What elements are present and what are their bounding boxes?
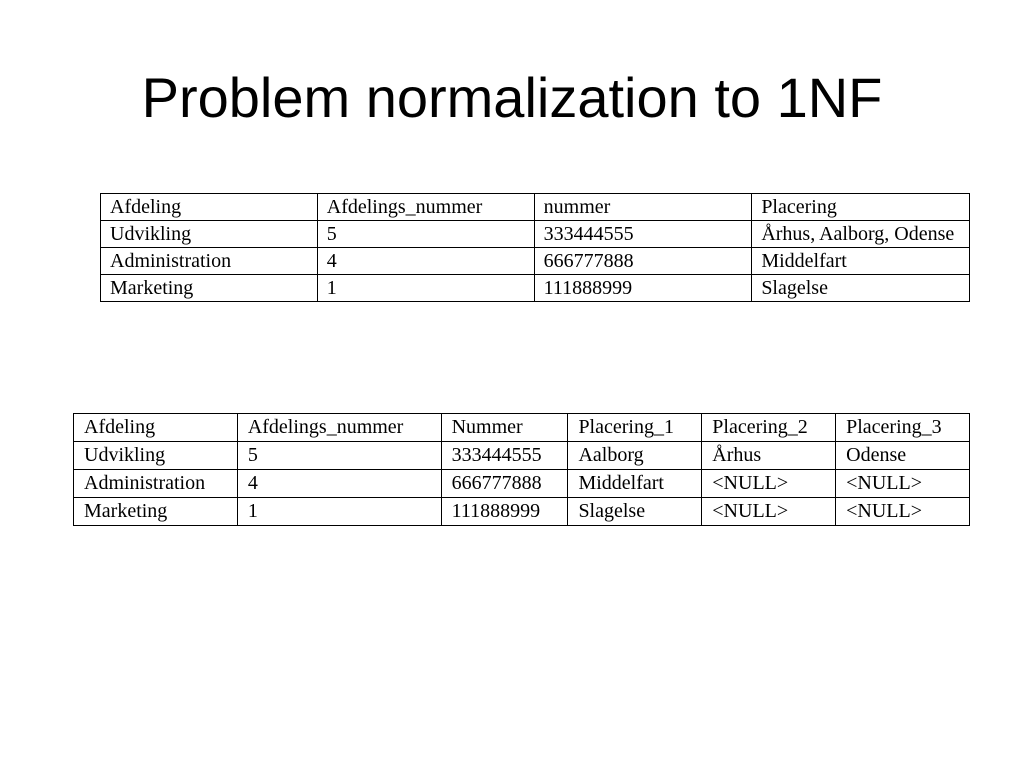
header-cell: Placering	[752, 194, 970, 221]
table-cell: 333444555	[534, 221, 752, 248]
table-cell: <NULL>	[836, 498, 970, 526]
table-cell: Marketing	[101, 275, 318, 302]
header-cell: Afdelings_nummer	[317, 194, 534, 221]
table-cell: Middelfart	[568, 470, 702, 498]
table-cell: 4	[237, 470, 441, 498]
table-cell: 111888999	[534, 275, 752, 302]
header-cell: Afdeling	[74, 414, 238, 442]
table-cell: 1	[317, 275, 534, 302]
table-cell: 5	[237, 442, 441, 470]
table-cell: Administration	[101, 248, 318, 275]
table-cell: <NULL>	[702, 498, 836, 526]
header-cell: Placering_2	[702, 414, 836, 442]
slide-title: Problem normalization to 1NF	[141, 66, 883, 129]
table-cell: 4	[317, 248, 534, 275]
table-row	[74, 498, 970, 526]
table-cell: Slagelse	[568, 498, 702, 526]
table-cell: 111888999	[441, 498, 568, 526]
table-row	[74, 470, 970, 498]
table-cell: <NULL>	[702, 470, 836, 498]
table-cell: 666777888	[534, 248, 752, 275]
table-cell: Marketing	[74, 498, 238, 526]
table-row	[74, 442, 970, 470]
table-row	[101, 221, 970, 248]
table-original	[100, 193, 970, 302]
table-cell: Århus	[702, 442, 836, 470]
table-cell: Administration	[74, 470, 238, 498]
table-cell: Middelfart	[752, 248, 970, 275]
table-header-row	[101, 194, 970, 221]
header-cell: Afdeling	[101, 194, 318, 221]
table-header-row	[74, 414, 970, 442]
table-cell: Aalborg	[568, 442, 702, 470]
header-cell: Placering_1	[568, 414, 702, 442]
table-1nf	[73, 413, 970, 526]
header-cell: Afdelings_nummer	[237, 414, 441, 442]
header-cell: nummer	[534, 194, 752, 221]
table-cell: Slagelse	[752, 275, 970, 302]
table-cell: Århus, Aalborg, Odense	[752, 221, 970, 248]
table-cell: Udvikling	[74, 442, 238, 470]
header-cell: Nummer	[441, 414, 568, 442]
header-cell: Placering_3	[836, 414, 970, 442]
table-row	[101, 248, 970, 275]
table-cell: 333444555	[441, 442, 568, 470]
table-cell: 666777888	[441, 470, 568, 498]
table-row	[101, 275, 970, 302]
table-cell: <NULL>	[836, 470, 970, 498]
table-cell: Odense	[836, 442, 970, 470]
table-cell: 5	[317, 221, 534, 248]
table-cell: Udvikling	[101, 221, 318, 248]
table-cell: 1	[237, 498, 441, 526]
